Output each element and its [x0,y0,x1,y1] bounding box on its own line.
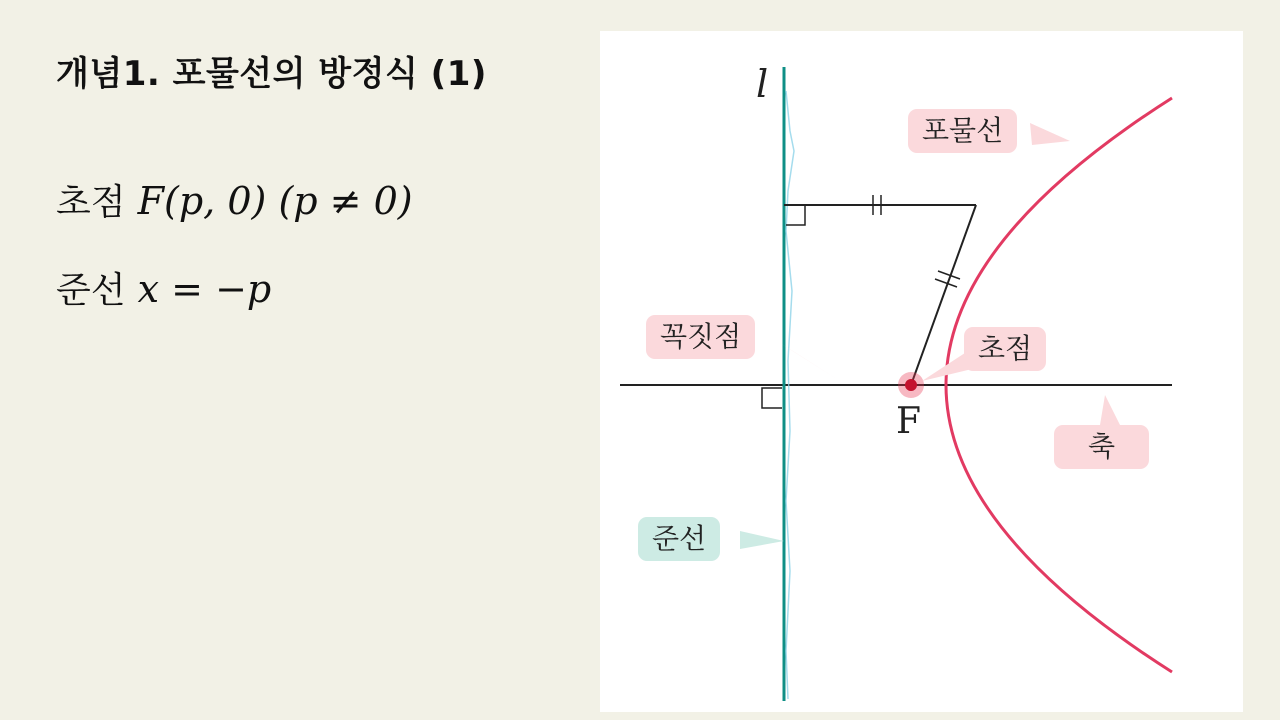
parabola-callout: 포물선 [908,109,1017,153]
focus-point [905,379,917,391]
focus-condition: (p ≠ 0) [278,179,413,223]
focus-label: 초점 [56,182,126,223]
focus-coordinates: (p, 0) [164,179,267,223]
directrix-label: 준선 [56,270,126,311]
focus-callout: 초점 [964,327,1046,371]
axis-callout: 축 [1054,425,1149,469]
line-label: l [756,62,769,106]
parabola-figure [600,31,1243,712]
vertex-callout: 꼭짓점 [646,315,755,359]
directrix-callout: 준선 [638,517,720,561]
directrix-pointer [740,531,784,549]
slide-title: 개념1. 포물선의 방정식 (1) [56,54,487,94]
directrix-glow [786,91,794,699]
focus-definition [56,174,413,225]
point-label: F [896,401,921,442]
right-angle-mark-top [786,205,805,225]
directrix-equation: x = −p [137,267,272,311]
directrix-definition [56,262,271,313]
axis-pointer [1100,395,1120,425]
focus-name: F [137,179,165,223]
parabola-pointer [1030,123,1070,145]
right-angle-mark-axis [762,388,782,408]
